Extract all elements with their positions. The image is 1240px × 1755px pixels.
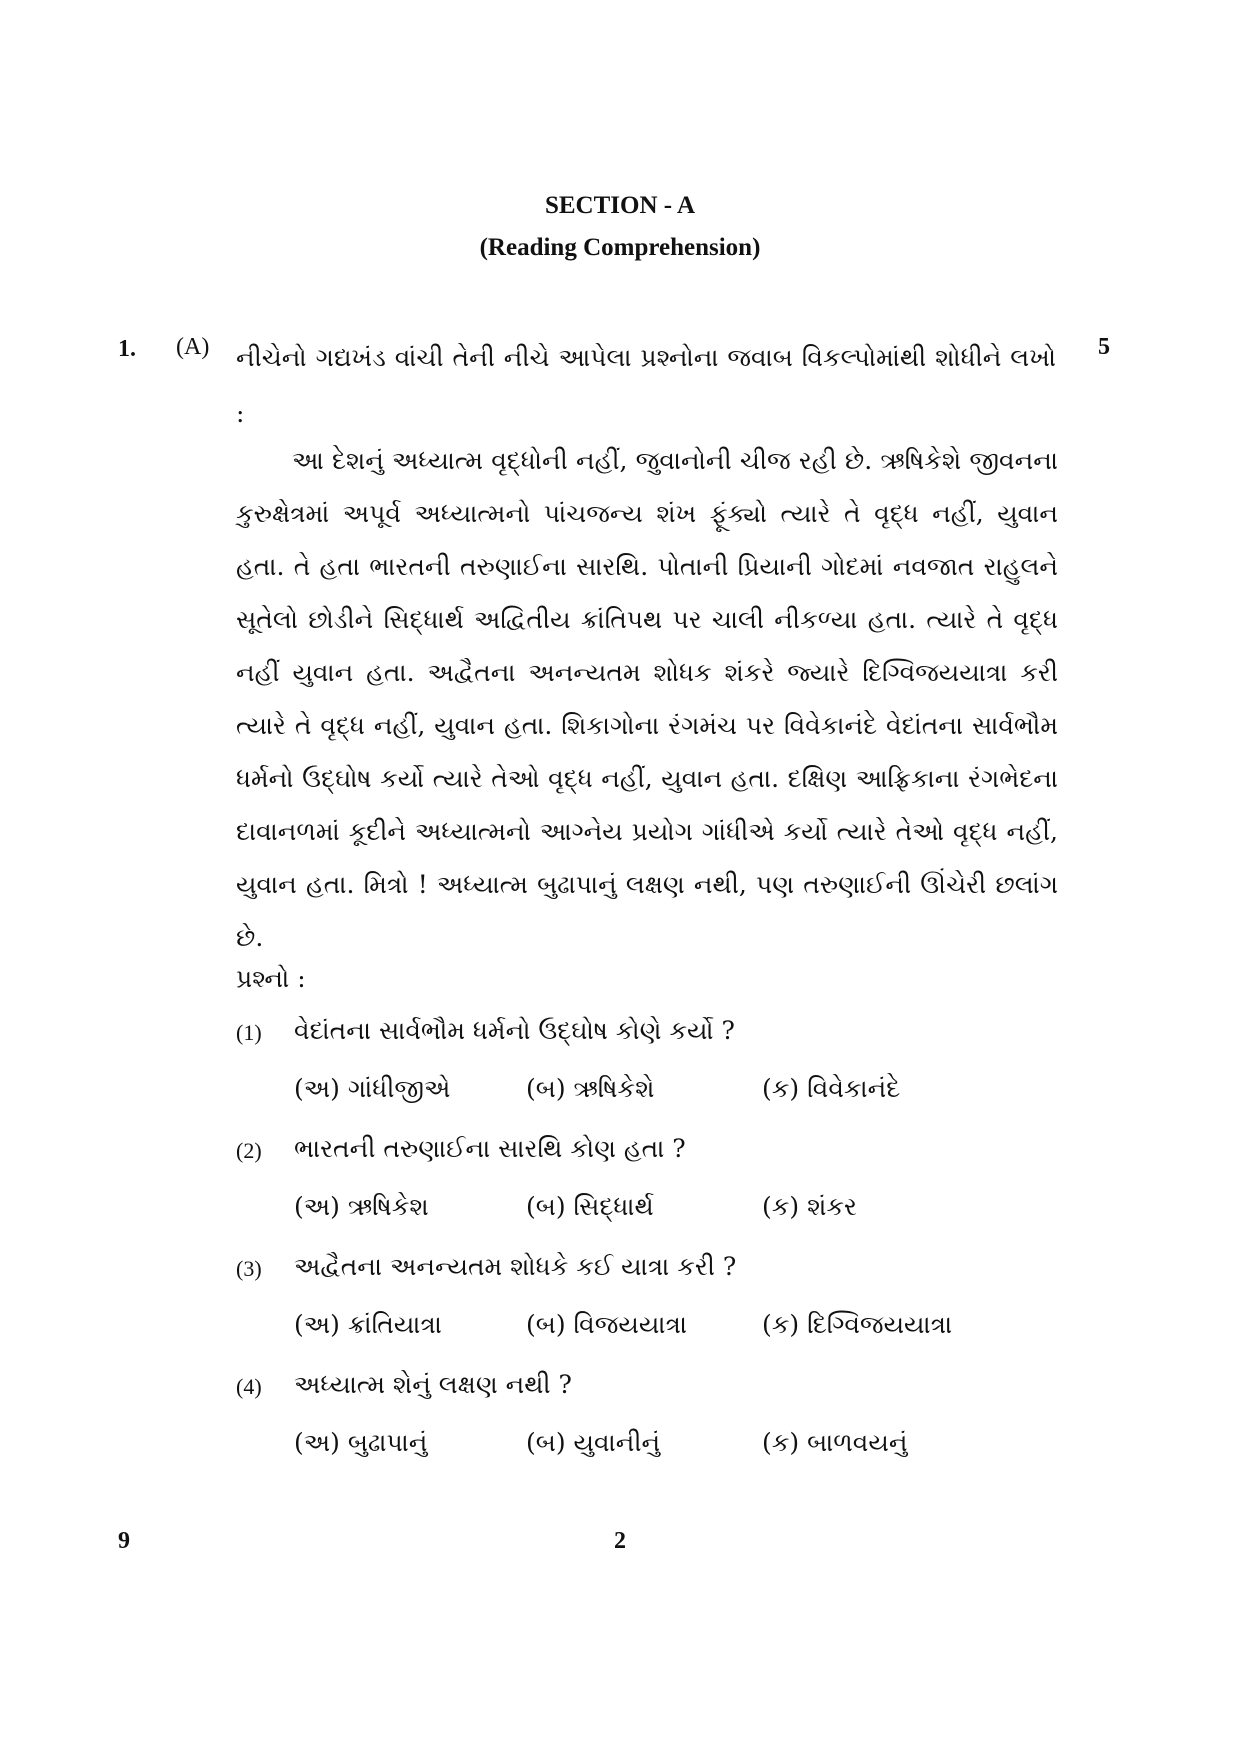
- sub-question-text: ભારતની તરુણાઈના સારથિ કોણ હતા ?: [294, 1134, 686, 1163]
- sub-question-number: (4): [236, 1374, 262, 1399]
- sub-question-text: અદ્વૈતના અનન્યતમ શોધકે કઈ યાત્રા કરી ?: [294, 1252, 737, 1281]
- option-b: (બ) યુવાનીનું: [526, 1428, 661, 1457]
- sub-question-text: અધ્યાત્મ શેનું લક્ષણ નથી ?: [294, 1370, 572, 1399]
- option-b: (બ) ઋષિકેશે: [526, 1074, 655, 1103]
- reading-passage: આ દેશનું અધ્યાત્મ વૃદ્ધોની નહીં, જુવાનોની ચીજ રહી છે. ઋષિકેશે જીવનના કુરુક્ષેત્રમાં અપૂર્વ અધ્યાત્મનો પાંચજન્ય શંખ ફૂંક્યો ત્યારે તે વૃદ્ધ નહીં, યુવાન હતા. તે હતા ભારતની તરુણાઈના સારથિ. પોતાની પ્રિયાની ગોદમાં નવજાત રાહુલને સૂતેલો છોડીને સિદ્ધાર્થ અદ્વિતીય ક્રાંતિપથ પર ચાલી નીકળ્યા હતા. ત્યારે તે વૃદ્ધ નહીં યુવાન હતા. અદ્વૈતના અનન્યતમ શોધક શંકરે જ્યારે દિગ્વિજયયાત્રા કરી ત્યારે તે વૃદ્ધ નહીં, યુવાન હતા. શિકાગોના રંગમંચ પર વિવેકાનંદે વેદાંતના સાર્વભૌમ ધર્મનો ઉદ્‌ઘોષ કર્યો ત્યારે તેઓ વૃદ્ધ નહીં, યુવાન હતા. દક્ષિણ આફ્રિકાના રંગભેદના દાવાનળમાં કૂદીને અધ્યાત્મનો આગ્નેય પ્રયોગ ગાંધીએ કર્યો ત્યારે તેઓ વૃદ્ધ નહીં, યુવાન હતા. મિત્રો ! અધ્યાત્મ બુઢાપાનું લક્ષણ નથી, પણ તરુણાઈની ઊંચેરી છલાંગ છે.: [236, 446, 1058, 952]
- sub-question-number: (2): [236, 1138, 262, 1163]
- paper-code: 9: [118, 1528, 130, 1554]
- option-a: (અ) બુઢાપાનું: [294, 1428, 428, 1457]
- questions-label: પ્રશ્નો :: [236, 964, 306, 993]
- option-c: (ક) વિવેકાનંદે: [762, 1074, 901, 1103]
- sub-question-2: [236, 1134, 1076, 1254]
- option-a: (અ) ગાંધીજીએ: [294, 1074, 451, 1103]
- option-c: (ક) દિગ્વિજયયાત્રા: [762, 1310, 953, 1339]
- option-c: (ક) શંકર: [762, 1192, 857, 1221]
- question-instruction: નીચેનો ગદ્યખંડ વાંચી તેની નીચે આપેલા પ્રશ્નોના જવાબ વિકલ્પોમાંથી શોધીને લખો :: [236, 343, 1056, 428]
- section-title: SECTION - A: [544, 192, 696, 219]
- sub-question-number: (1): [236, 1020, 262, 1045]
- question-part: (A): [176, 334, 210, 360]
- option-b: (બ) સિદ્ધાર્થ: [526, 1192, 654, 1221]
- option-a: (અ) ક્રાંતિયાત્રા: [294, 1310, 442, 1339]
- sub-question-1: [236, 1016, 1076, 1136]
- page-number: 2: [614, 1528, 626, 1554]
- sub-question-3: [236, 1252, 1076, 1372]
- option-a: (અ) ઋષિકેશ: [294, 1192, 429, 1221]
- option-c: (ક) બાળવયનું: [762, 1428, 908, 1457]
- question-number: 1.: [118, 336, 136, 362]
- option-b: (બ) વિજયયાત્રા: [526, 1310, 687, 1339]
- section-subtitle: (Reading Comprehension): [479, 234, 761, 261]
- sub-question-4: [236, 1370, 1076, 1490]
- sub-question-number: (3): [236, 1256, 262, 1281]
- question-marks: 5: [1098, 334, 1110, 360]
- sub-question-text: વેદાંતના સાર્વભૌમ ધર્મનો ઉદ્‌ઘોષ કોણે કર્યો ?: [294, 1016, 735, 1045]
